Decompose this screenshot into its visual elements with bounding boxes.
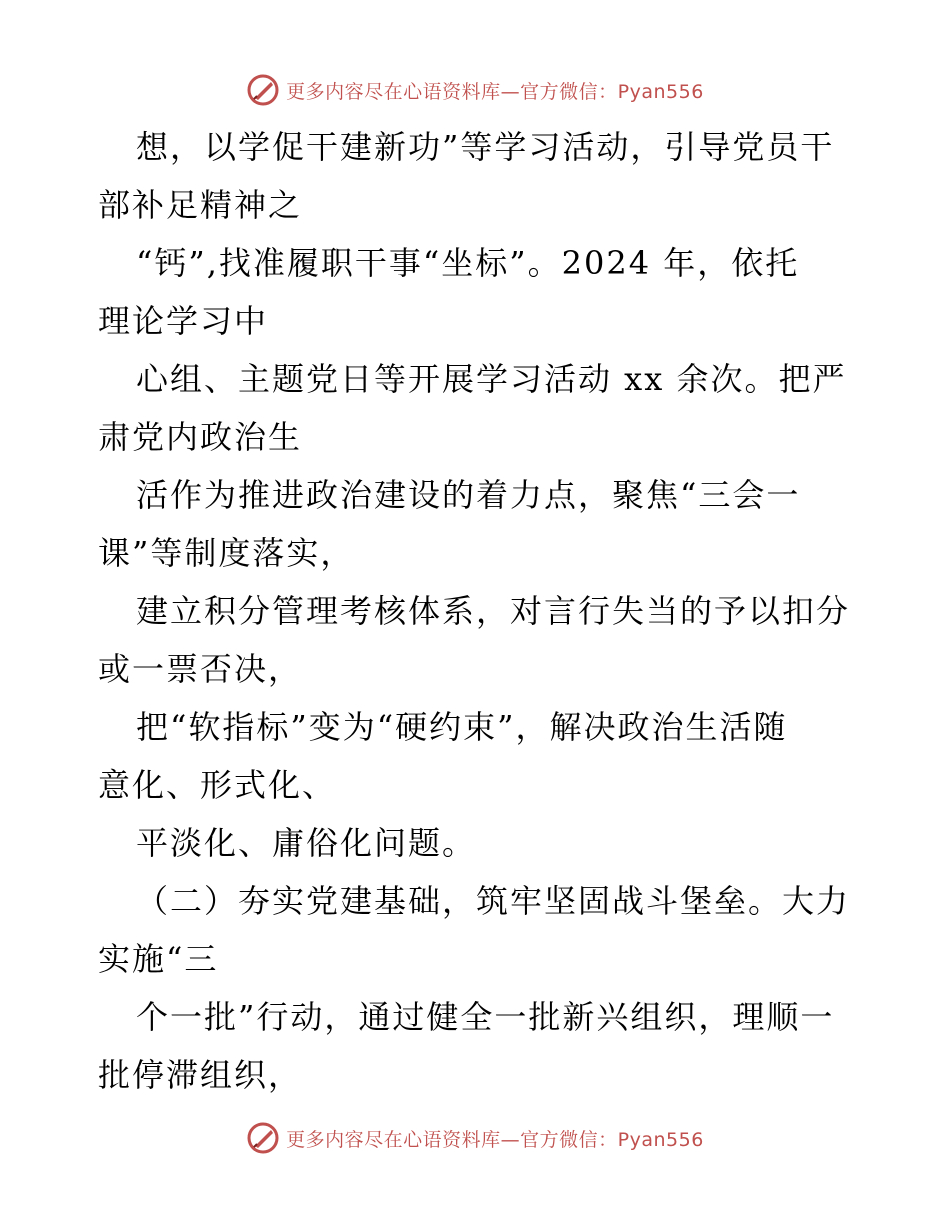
body-line: 批停滞组织， <box>98 1056 303 1094</box>
body-line: 部补足精神之 <box>98 186 303 224</box>
body-line: “钙”,找准履职干事“坐标”。2024 年，依托 <box>136 244 800 282</box>
body-line: （二）夯实党建基础，筑牢坚固战斗堡垒。大力 <box>136 882 851 920</box>
body-line: 心组、主题党日等开展学习活动 xx 余次。把严 <box>136 360 847 398</box>
footer-banner <box>0 1118 950 1158</box>
body-line: 把“软指标”变为“硬约束”，解决政治生活随 <box>136 708 788 746</box>
body-line: 平淡化、庸俗化问题。 <box>136 824 477 862</box>
body-line: 理论学习中 <box>98 302 269 340</box>
body-line: 个一批”行动，通过健全一批新兴组织，理顺一 <box>136 998 835 1036</box>
body-line: 课”等制度落实， <box>98 534 355 572</box>
footer-banner-text: 更多内容尽在心语资料库—官方微信：Pyan556 <box>286 1128 704 1151</box>
header-banner-text: 更多内容尽在心语资料库—官方微信：Pyan556 <box>286 80 704 103</box>
body-line: 活作为推进政治建设的着力点，聚焦“三会一 <box>136 476 801 514</box>
document-body <box>98 118 858 1104</box>
body-line: 想，以学促干建新功”等学习活动，引导党员干 <box>136 128 835 166</box>
body-line: 建立积分管理考核体系，对言行失当的予以扣分 <box>136 592 851 630</box>
body-line: 意化、形式化、 <box>98 766 337 804</box>
body-line: 或一票否决， <box>98 650 303 688</box>
header-banner <box>0 70 950 110</box>
body-line: 实施“三 <box>98 940 219 978</box>
quill-pen-logo-icon <box>246 1121 280 1155</box>
body-line: 肃党内政治生 <box>98 418 303 456</box>
quill-pen-logo-icon <box>246 73 280 107</box>
